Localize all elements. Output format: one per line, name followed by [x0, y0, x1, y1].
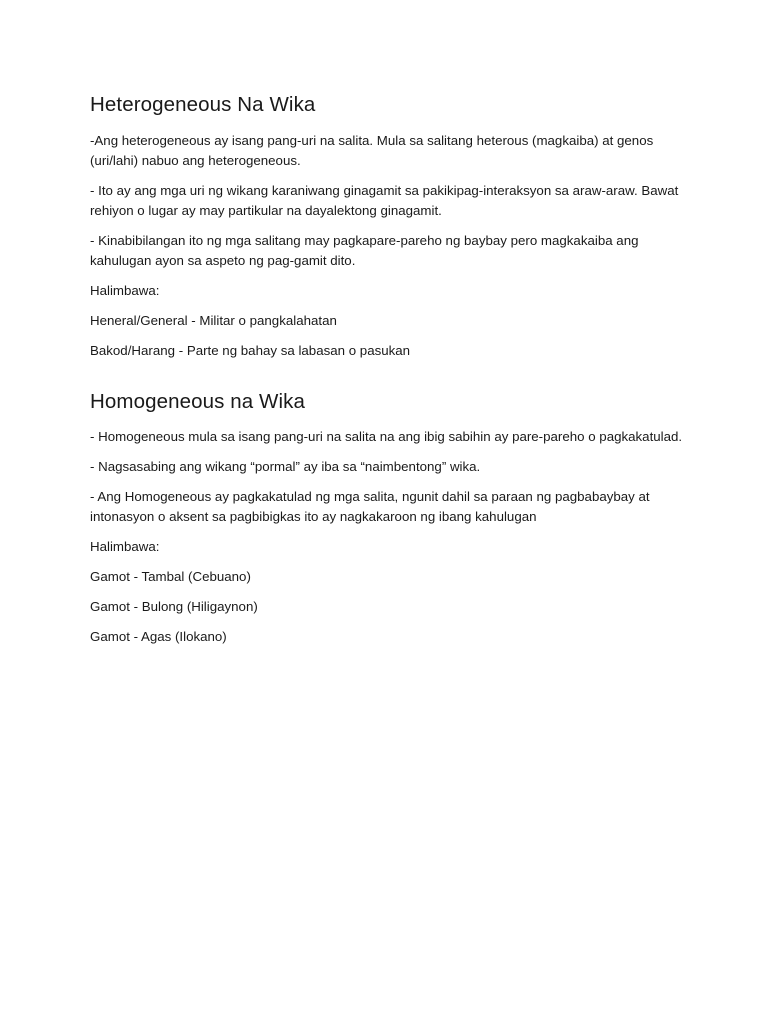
- example-item: Bakod/Harang - Parte ng bahay sa labasan o pasukan: [90, 342, 411, 358]
- paragraph: - Nagsasabing ang wikang “pormal” ay iba sa “naimbentong” wika.: [90, 459, 481, 475]
- paragraph: - Kinabibilangan ito ng mga salitang may pagkapare-pareho ng baybay pero magkakaiba ang kahulugan ayon sa aspeto ng pag-gamit dito.: [90, 232, 639, 268]
- section-title: Homogeneous na Wika: [90, 389, 305, 413]
- paragraph: -Ang heterogeneous ay isang pang-uri na salita. Mula sa salitang heterous (magkaiba) at genos (uri/lahi) nabuo ang heterogeneous.: [90, 132, 654, 168]
- section-heterogeneous: [90, 92, 690, 361]
- paragraph: - Homogeneous mula sa isang pang-uri na salita na ang ibig sabihin ay pare-pareho o pagkakatulad.: [90, 429, 683, 445]
- example-item: Gamot - Agas (Ilokano): [90, 629, 227, 645]
- example-item: Gamot - Tambal (Cebuano): [90, 569, 251, 585]
- section-title: Heterogeneous Na Wika: [90, 93, 316, 116]
- paragraph: - Ito ay ang mga uri ng wikang karaniwang ginagamit sa pakikipag-interaksyon sa araw-araw. Bawat rehiyon o lugar ay may partikular na dayalektong ginagamit.: [90, 182, 679, 218]
- example-item: Heneral/General - Militar o pangkalahatan: [90, 312, 337, 328]
- example-heading: Halimbawa:: [90, 282, 160, 298]
- section-homogeneous: [90, 389, 690, 648]
- document-page: [90, 92, 690, 657]
- paragraph: - Ang Homogeneous ay pagkakatulad ng mga salita, ngunit dahil sa paraan ng pagbabaybay at intonasyon o aksent sa pagbibigkas ito ay nagkakaroon ng ibang kahulugan: [90, 489, 650, 525]
- example-heading: Halimbawa:: [90, 539, 160, 555]
- example-item: Gamot - Bulong (Hiligaynon): [90, 599, 258, 615]
